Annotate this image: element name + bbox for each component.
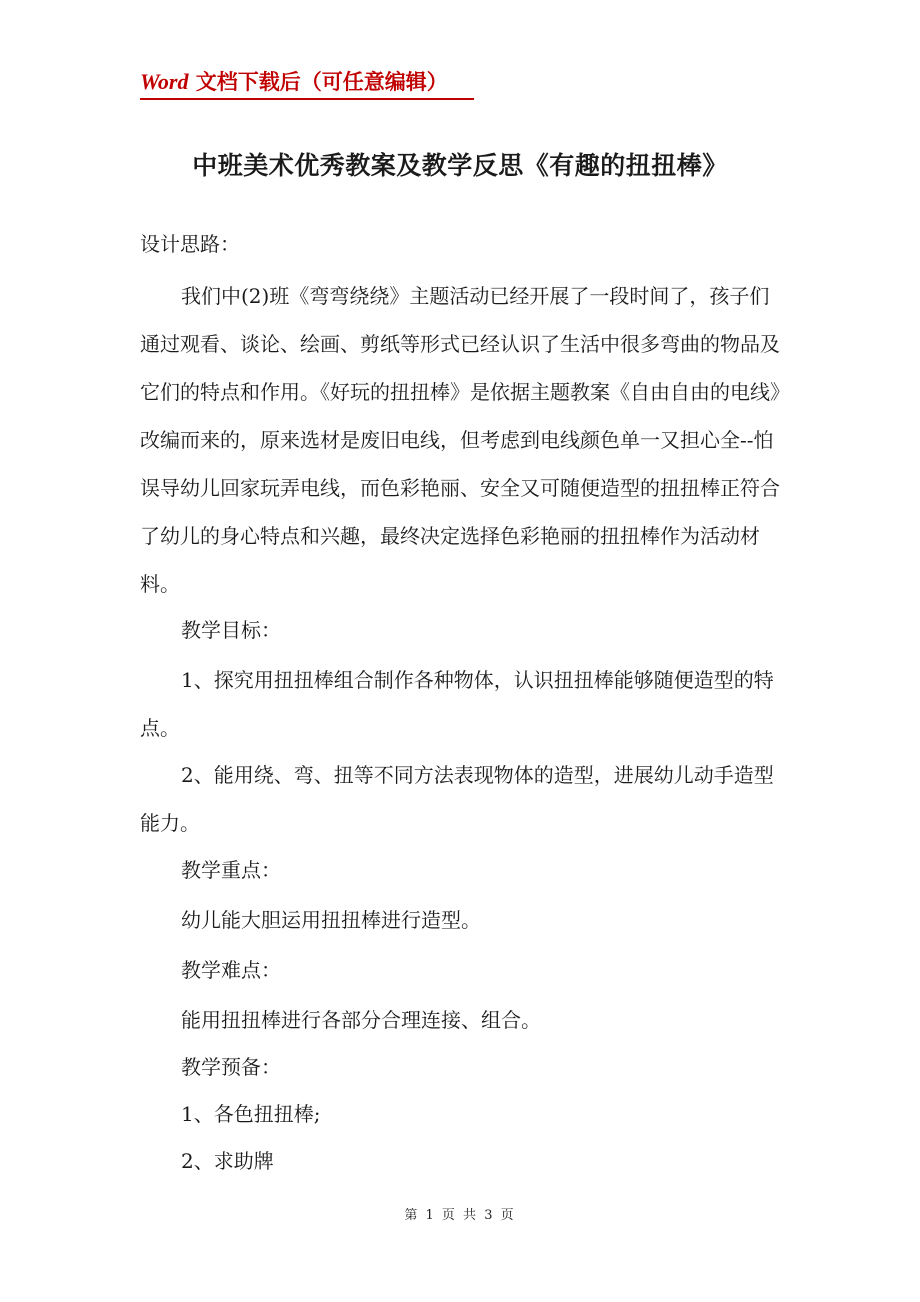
page-title: 中班美术优秀教案及教学反思《有趣的扭扭棒》 bbox=[192, 151, 728, 180]
difficulty-label: 教学难点： bbox=[181, 958, 281, 982]
difficulty-text: 能用扭扭棒进行各部分合理连接、组合。 bbox=[181, 1008, 541, 1032]
goal-item-1: 1、探究用扭扭棒组合制作各种物体，认识扭扭棒能够随便造型的特点。 bbox=[140, 668, 774, 740]
page-number: 第 1 页 共 3 页 bbox=[404, 1208, 516, 1223]
design-paragraph: 我们中(2)班《弯弯绕绕》主题活动已经开展了一段时间了，孩子们通过观看、谈论、绘画、剪纸等形式已经认识了生活中很多弯曲的物品及它们的特点和作用。《好玩的扭扭棒》是依据主题教案《自由自由的电线》改编而来的，原来选材是废旧电线，但考虑到电线颜色单一又担心全--怕误导幼儿回家玩弄电线，而色彩艳丽、安全又可随便造型的扭扭棒正符合了幼儿的身心特点和兴趣，最终决定选择色彩艳丽的扭扭棒作为活动材料。 bbox=[140, 284, 780, 596]
prep-item-1: 1、各色扭扭棒; bbox=[181, 1102, 321, 1126]
goal-label: 教学目标： bbox=[181, 618, 281, 642]
key-text: 幼儿能大胆运用扭扭棒进行造型。 bbox=[181, 908, 481, 932]
header-brand: Word bbox=[140, 69, 189, 94]
key-label: 教学重点： bbox=[181, 858, 281, 882]
goal-item-2: 2、能用绕、弯、扭等不同方法表现物体的造型，进展幼儿动手造型能力。 bbox=[140, 763, 774, 835]
header-text: 文档下载后（可任意编辑） bbox=[188, 70, 448, 94]
prep-item-2: 2、求助牌 bbox=[181, 1149, 274, 1173]
prep-label: 教学预备： bbox=[181, 1055, 281, 1079]
design-label: 设计思路： bbox=[140, 232, 240, 256]
header-download-link[interactable] bbox=[140, 66, 474, 100]
